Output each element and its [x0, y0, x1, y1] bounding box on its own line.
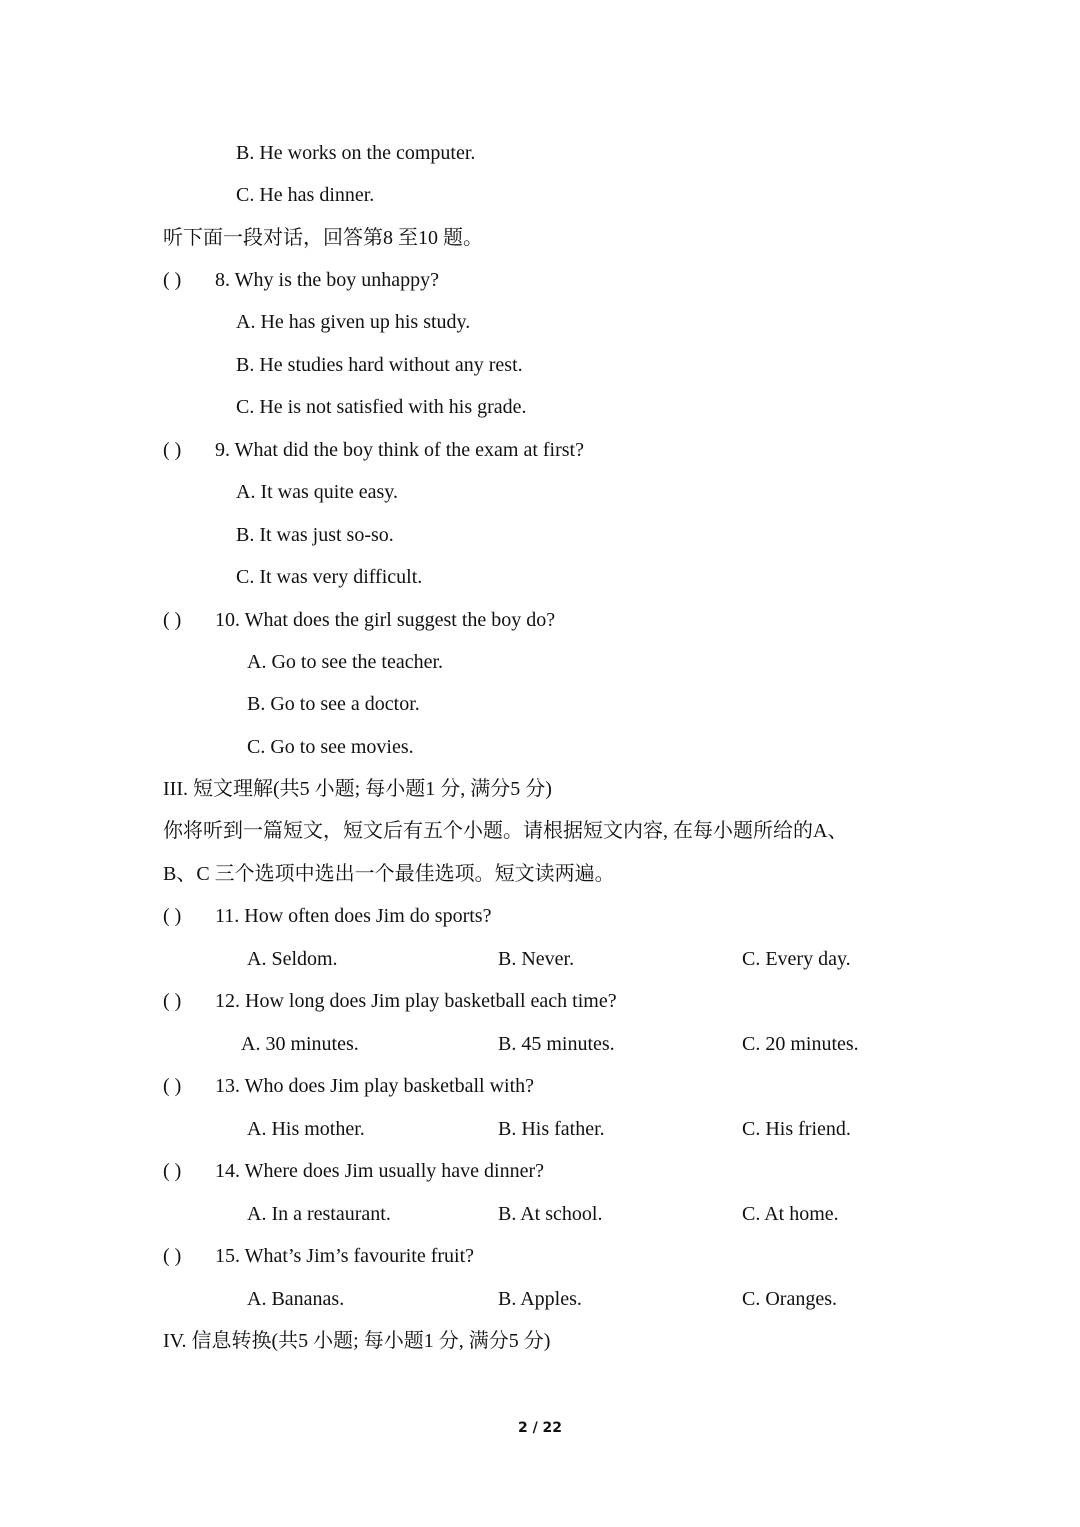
option-a: A. 30 minutes.: [241, 1033, 359, 1055]
answer-blank[interactable]: ( ): [163, 269, 182, 291]
question-10: ( ) 10. What does the girl suggest the boy do?: [163, 609, 556, 631]
question-11: ( ) 11. How often does Jim do sports?: [163, 905, 492, 927]
option-b: B. At school.: [498, 1203, 603, 1225]
option-line: B. Go to see a doctor.: [247, 693, 420, 715]
option-b: B. Apples.: [498, 1288, 582, 1310]
option-line: B. It was just so-so.: [236, 524, 394, 546]
option-line: A. Go to see the teacher.: [247, 651, 444, 673]
option-c: C. His friend.: [742, 1118, 851, 1140]
answer-blank[interactable]: ( ): [163, 905, 182, 927]
question-15: ( ) 15. What’s Jim’s favourite fruit?: [163, 1245, 475, 1267]
option-a: A. Bananas.: [247, 1288, 345, 1310]
answer-blank[interactable]: ( ): [163, 1245, 182, 1267]
question-14: ( ) 14. Where does Jim usually have dinner?: [163, 1160, 544, 1182]
option-line: A. He has given up his study.: [236, 311, 471, 333]
option-a: A. In a restaurant.: [247, 1203, 391, 1225]
answer-blank[interactable]: ( ): [163, 609, 182, 631]
option-a: A. His mother.: [247, 1118, 365, 1140]
option-line: C. Go to see movies.: [247, 736, 414, 758]
option-line: C. It was very difficult.: [236, 566, 423, 588]
option-line: C. He is not satisfied with his grade.: [236, 396, 527, 418]
answer-blank[interactable]: ( ): [163, 439, 182, 461]
option-c: C. At home.: [742, 1203, 839, 1225]
option-c: C. Oranges.: [742, 1288, 837, 1310]
page-number: 2 / 22: [517, 1420, 563, 1436]
option-line: B. He works on the computer.: [236, 142, 476, 164]
option-a: A. Seldom.: [247, 948, 338, 970]
section-instruction: B、C 三个选项中选出一个最佳选项。短文读两遍。: [163, 863, 615, 885]
question-13: ( ) 13. Who does Jim play basketball with?: [163, 1075, 535, 1097]
option-line: A. It was quite easy.: [236, 481, 398, 503]
answer-blank[interactable]: ( ): [163, 1075, 182, 1097]
answer-blank[interactable]: ( ): [163, 990, 182, 1012]
section-instruction: 听下面一段对话，回答第8 至10 题。: [163, 227, 483, 249]
option-line: C. He has dinner.: [236, 184, 375, 206]
option-b: B. Never.: [498, 948, 575, 970]
option-b: B. His father.: [498, 1118, 605, 1140]
option-c: C. Every day.: [742, 948, 851, 970]
section-heading: IV. 信息转换(共5 小题; 每小题1 分, 满分5 分): [163, 1330, 551, 1352]
option-c: C. 20 minutes.: [742, 1033, 859, 1055]
question-9: ( ) 9. What did the boy think of the exam at first?: [163, 439, 584, 461]
option-line: B. He studies hard without any rest.: [236, 354, 523, 376]
answer-blank[interactable]: ( ): [163, 1160, 182, 1182]
option-b: B. 45 minutes.: [498, 1033, 615, 1055]
question-12: ( ) 12. How long does Jim play basketball each time?: [163, 990, 617, 1012]
section-heading: III. 短文理解(共5 小题; 每小题1 分, 满分5 分): [163, 778, 552, 800]
section-instruction: 你将听到一篇短文，短文后有五个小题。请根据短文内容, 在每小题所给的A、: [163, 820, 848, 842]
question-8: ( ) 8. Why is the boy unhappy?: [163, 269, 440, 291]
